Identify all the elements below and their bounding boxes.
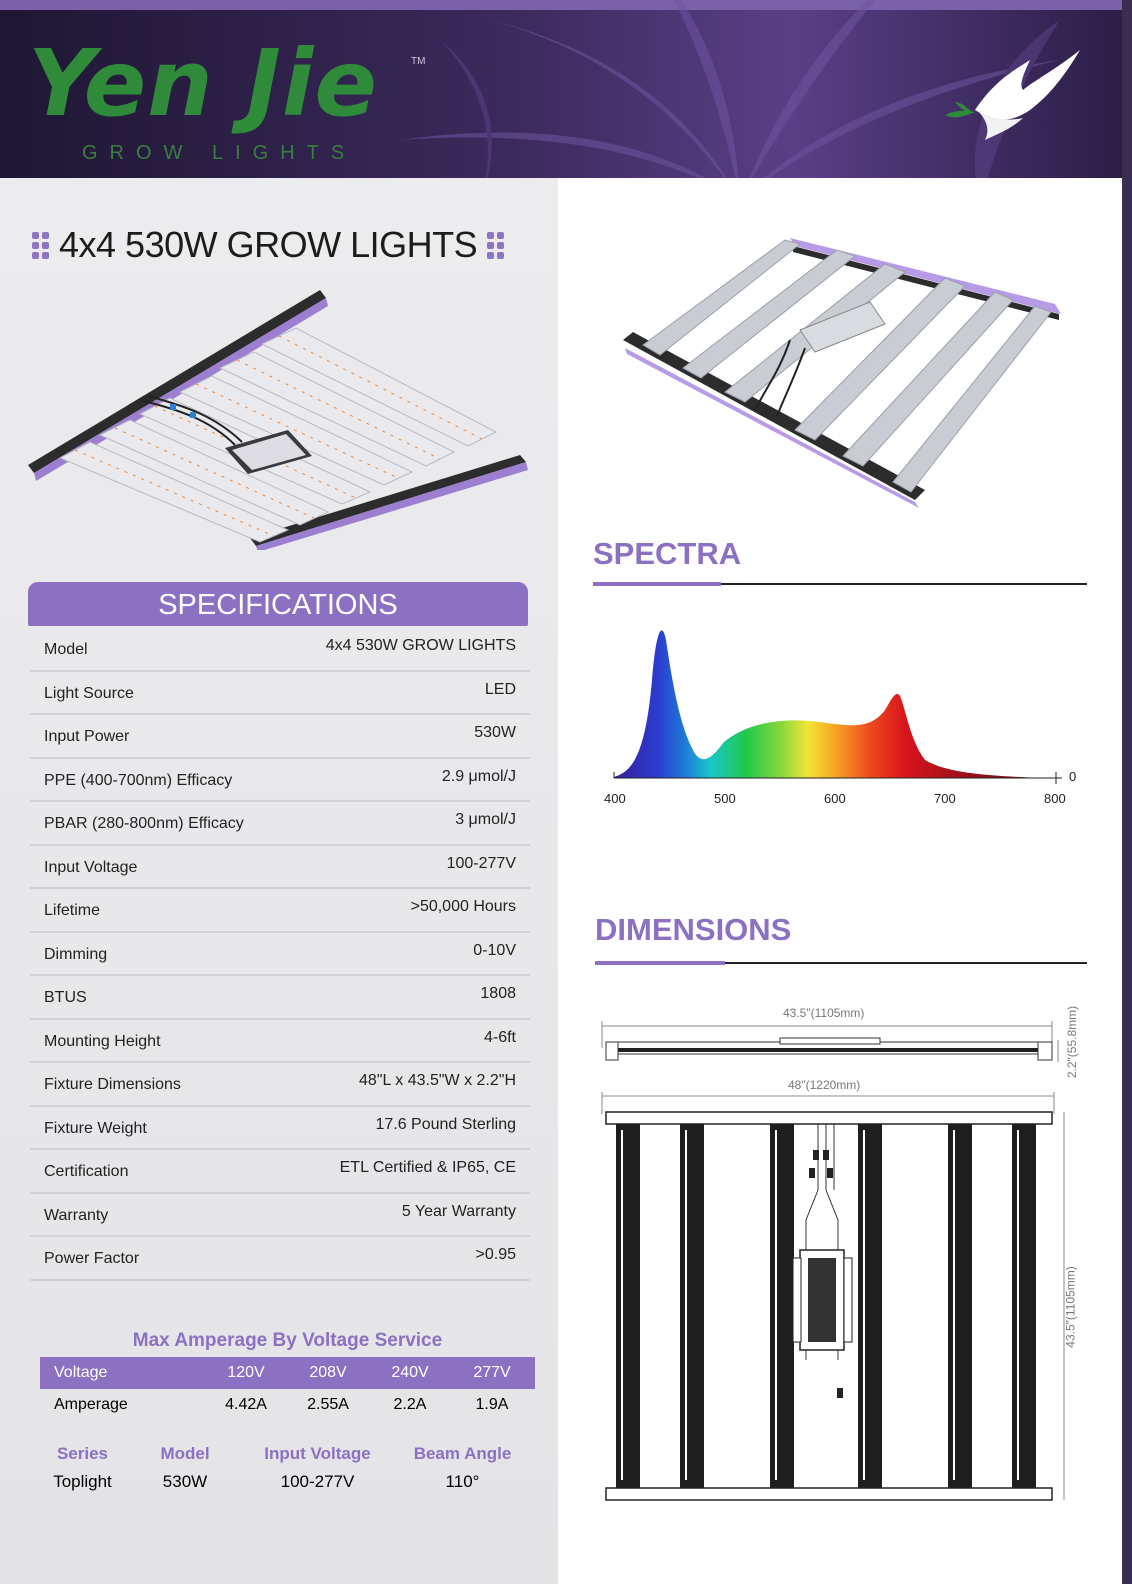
product-title-row bbox=[32, 224, 504, 266]
dimensions-heading: DIMENSIONS bbox=[595, 912, 792, 947]
brand-name: Yen Jie bbox=[28, 30, 378, 137]
length-dimension-label: 48"(1220mm) bbox=[788, 1078, 861, 1092]
brand-logo bbox=[28, 30, 426, 164]
spec-row-warranty: Warranty 5 Year Warranty bbox=[30, 1194, 530, 1238]
spec-row-lifetime: Lifetime >50,000 Hours bbox=[30, 889, 530, 933]
spec-row-dimming: Dimming 0-10V bbox=[30, 933, 530, 977]
spec-row-input-voltage: Input Voltage 100-277V bbox=[30, 846, 530, 890]
side-view-drawing bbox=[600, 1018, 1070, 1068]
spec-row-fixture-dimensions: Fixture Dimensions 48"L x 43.5"W x 2.2"H bbox=[30, 1063, 530, 1107]
spectrum-chart bbox=[600, 620, 1080, 790]
series-table bbox=[40, 1440, 535, 1496]
spec-row-power-factor: Power Factor >0.95 bbox=[30, 1237, 530, 1281]
swallow-bird-icon bbox=[935, 40, 1085, 150]
spectrum-x-tick: 600 bbox=[824, 791, 846, 806]
brand-tagline: GROW LIGHTS bbox=[82, 142, 357, 164]
height-dimension-label: 2.2"(55.8mm) bbox=[1065, 1005, 1080, 1079]
fixture-top-view-image bbox=[615, 220, 1075, 510]
side-dimension-label: 43.5"(1105mm) bbox=[1063, 1266, 1078, 1348]
spec-row-ppe: PPE (400-700nm) Efficacy 2.9 μmol/J bbox=[30, 759, 530, 803]
spec-row-btus: BTUS 1808 bbox=[30, 976, 530, 1020]
top-view-drawing bbox=[600, 1090, 1075, 1520]
spec-row-light-source: Light Source LED bbox=[30, 672, 530, 716]
series-header-row: Series Model Input Voltage Beam Angle bbox=[56, 1444, 512, 1463]
specifications-heading: SPECIFICATIONS bbox=[28, 582, 528, 626]
specifications-table bbox=[30, 628, 530, 1281]
amperage-title: Max Amperage By Voltage Service bbox=[132, 1330, 443, 1351]
amperage-header-row: Voltage 120V 208V 240V 277V bbox=[40, 1357, 535, 1389]
series-value-row: Toplight 530W 100-277V 110° bbox=[53, 1472, 480, 1491]
amperage-value-row: Amperage 4.42A 2.55A 2.2A 1.9A bbox=[54, 1396, 509, 1413]
header-banner bbox=[0, 0, 1132, 178]
spectrum-x-tick: 400 bbox=[604, 791, 626, 806]
page-edge bbox=[1122, 0, 1132, 1584]
decorative-dots-icon bbox=[487, 232, 504, 259]
fixture-bottom-view-image bbox=[20, 280, 540, 550]
spec-row-pbar: PBAR (280-800nm) Efficacy 3 μmol/J bbox=[30, 802, 530, 846]
spec-row-mounting-height: Mounting Height 4-6ft bbox=[30, 1020, 530, 1064]
spec-row-model: Model 4x4 530W GROW LIGHTS bbox=[30, 628, 530, 672]
spectra-heading: SPECTRA bbox=[593, 536, 742, 571]
spectrum-y-tick: 0 bbox=[1069, 769, 1077, 784]
spec-row-certification: Certification ETL Certified & IP65, CE bbox=[30, 1150, 530, 1194]
spectrum-x-tick: 500 bbox=[714, 791, 736, 806]
product-title: 4x4 530W GROW LIGHTS bbox=[59, 224, 478, 265]
spec-row-input-power: Input Power 530W bbox=[30, 715, 530, 759]
spectrum-curve bbox=[614, 630, 1055, 778]
width-dimension-label: 43.5"(1105mm) bbox=[783, 1006, 865, 1020]
dimensions-divider bbox=[595, 962, 1087, 964]
spectra-divider bbox=[593, 583, 1087, 585]
spectrum-x-tick: 700 bbox=[934, 791, 956, 806]
trademark: TM bbox=[411, 56, 426, 67]
spec-row-fixture-weight: Fixture Weight 17.6 Pound Sterling bbox=[30, 1107, 530, 1151]
amperage-table bbox=[40, 1357, 535, 1421]
decorative-dots-icon bbox=[32, 232, 49, 259]
spectrum-x-tick: 800 bbox=[1044, 791, 1066, 806]
